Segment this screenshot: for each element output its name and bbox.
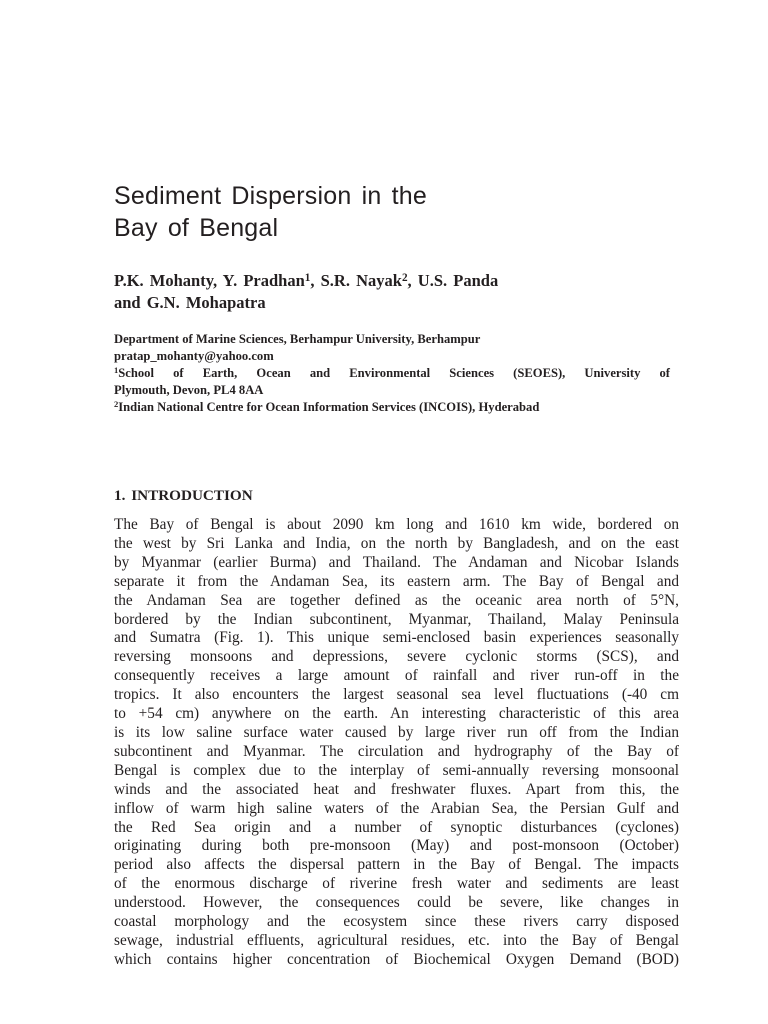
author-names-a: P.K. Mohanty, Y. Pradhan bbox=[114, 271, 305, 290]
author-email: pratap_mohanty@yahoo.com bbox=[114, 348, 274, 363]
paragraph-line: and Sumatra (Fig. 1). This unique semi-enclosed basin experiences seasonally bbox=[114, 629, 679, 647]
paragraph-line: the Red Sea origin and a number of synoptic disturbances (cyclones) bbox=[114, 818, 679, 836]
paragraph-line: subcontinent and Myanmar. The circulation and hydrography of the Bay of bbox=[114, 742, 679, 760]
paragraph-line: of the enormous discharge of riverine fresh water and sediments are least bbox=[114, 875, 679, 893]
author-list bbox=[114, 270, 674, 314]
affiliation-1-text: School of Earth, Ocean and Environmental Sciences (SEOES), University of bbox=[118, 365, 670, 380]
paragraph-line: the west by Sri Lanka and India, on the north by Bangladesh, and on the east bbox=[114, 534, 679, 552]
author-affil-sup-2: 2 bbox=[401, 271, 408, 284]
paragraph-line: to +54 cm) anywhere on the earth. An interesting characteristic of this area bbox=[114, 705, 679, 723]
paragraph-line: The Bay of Bengal is about 2090 km long and 1610 km wide, bordered on bbox=[114, 516, 679, 533]
paragraph-line: consequently receives a large amount of rainfall and river run-off in the bbox=[114, 667, 679, 685]
affiliation-1-line-2: Plymouth, Devon, PL4 8AA bbox=[114, 382, 264, 397]
affiliation-1-line-1 bbox=[114, 365, 670, 382]
paragraph-line: bordered by the Indian subcontinent, Myanmar, Thailand, Malay Peninsula bbox=[114, 610, 679, 628]
paragraph-line: period also affects the dispersal pattern in the Bay of Bengal. The impacts bbox=[114, 856, 679, 874]
paragraph-line: understood. However, the consequences could be severe, like changes in bbox=[114, 894, 679, 912]
paragraph-line: inflow of warm high saline waters of the Arabian Sea, the Persian Gulf and bbox=[114, 799, 679, 817]
title-line-2: Bay of Bengal bbox=[114, 214, 279, 242]
paragraph-line: reversing monsoons and depressions, severe cyclonic storms (SCS), and bbox=[114, 648, 679, 666]
introduction-paragraph bbox=[114, 516, 679, 970]
paragraph-line: by Myanmar (earlier Burma) and Thailand. The Andaman and Nicobar Islands bbox=[114, 553, 679, 571]
paragraph-line: Bengal is complex due to the interplay of semi-annually reversing monsoonal bbox=[114, 761, 679, 779]
paragraph-line: separate it from the Andaman Sea, its eastern arm. The Bay of Bengal and bbox=[114, 572, 679, 590]
author-line-1 bbox=[114, 270, 674, 292]
paragraph-line: tropics. It also encounters the largest seasonal sea level fluctuations (-40 cm bbox=[114, 686, 679, 704]
author-names-c: , U.S. Panda bbox=[407, 271, 499, 290]
title-line-1: Sediment Dispersion in the bbox=[114, 182, 427, 210]
author-names-b: , S.R. Nayak bbox=[310, 271, 402, 290]
author-line-2: and G.N. Mohapatra bbox=[114, 293, 266, 312]
affiliation-department: Department of Marine Sciences, Berhampur University, Berhampur bbox=[114, 332, 481, 346]
affiliation-1-sup: 1 bbox=[114, 364, 119, 375]
paper-title bbox=[114, 180, 674, 244]
paragraph-line: is its low saline surface water caused by large river run off from the Indian bbox=[114, 723, 679, 741]
paragraph-line: coastal morphology and the ecosystem since these rivers carry disposed bbox=[114, 913, 679, 931]
paragraph-line: which contains higher concentration of Biochemical Oxygen Demand (BOD) bbox=[114, 950, 679, 968]
paragraph-line: sewage, industrial effluents, agricultural residues, etc. into the Bay of Bengal bbox=[114, 931, 679, 949]
paragraph-line: the Andaman Sea are together defined as the oceanic area north of 5°N, bbox=[114, 591, 679, 609]
author-affil-sup-1: 1 bbox=[304, 271, 311, 284]
section-heading-introduction: 1. INTRODUCTION bbox=[114, 487, 253, 504]
affiliation-2-sup: 2 bbox=[114, 398, 119, 409]
affiliation-2-line-1 bbox=[114, 399, 670, 416]
paragraph-line: originating during both pre-monsoon (May) and post-monsoon (October) bbox=[114, 837, 679, 855]
affiliation-2-text: Indian National Centre for Ocean Information Services (INCOIS), Hyderabad bbox=[118, 399, 540, 414]
affiliations bbox=[114, 331, 670, 416]
paragraph-line: winds and the associated heat and freshwater fluxes. Apart from this, the bbox=[114, 780, 679, 798]
